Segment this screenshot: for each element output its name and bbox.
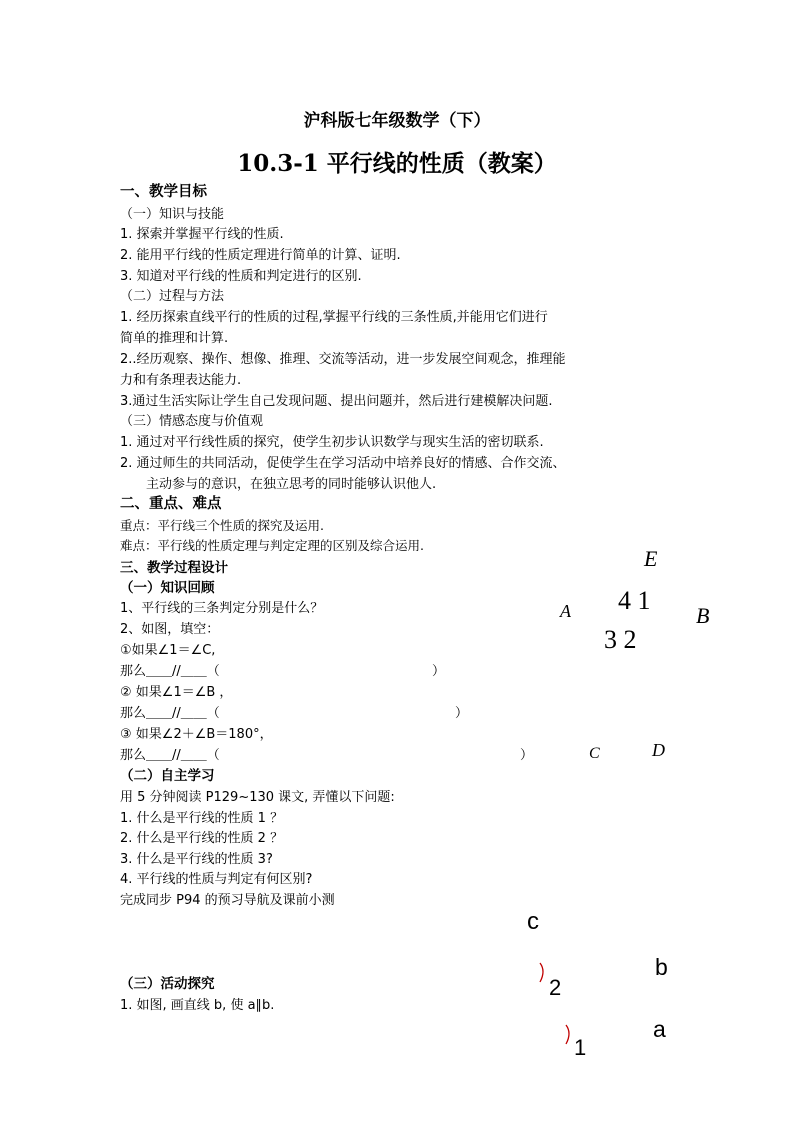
answer-blank-1-close: ） bbox=[432, 664, 446, 679]
answer-blank-2-close: ） bbox=[455, 706, 469, 721]
figure1-label-d: D bbox=[652, 740, 665, 760]
subsection-review-heading: （一）知识回顾 bbox=[120, 580, 215, 596]
emotion-item-2-line-2: 主动参与的意识，在独立思考的同时能够认识他人. bbox=[146, 477, 437, 492]
knowledge-item-3: 3. 知道对平行线的性质和判定进行的区别. bbox=[120, 269, 362, 284]
figure2-angle-2: 2 bbox=[549, 975, 562, 1000]
process-item-3: 3.通过生活实际让学生自己发现问题、提出问题并，然后进行建模解决问题. bbox=[120, 394, 553, 409]
subsection-emotion-heading: （三）情感态度与价值观 bbox=[120, 414, 264, 429]
activity-task-1: 1. 如图, 画直线 b, 使 a∥b. bbox=[120, 998, 275, 1013]
subsection-activity-heading: （三）活动探究 bbox=[120, 976, 215, 992]
section-objectives-heading: 一、教学目标 bbox=[120, 183, 207, 200]
answer-blank-3-close: ） bbox=[520, 748, 534, 763]
knowledge-item-1: 1. 探索并掌握平行线的性质. bbox=[120, 227, 284, 242]
figure1-label-c: C bbox=[589, 745, 600, 762]
section-key-points-heading: 二、重点、难点 bbox=[120, 495, 222, 512]
self-study-intro: 用 5 分钟阅读 P129~130 课文, 弄懂以下问题: bbox=[120, 790, 395, 805]
process-item-2-line-1: 2..经历观察、操作、想像、推理、交流等活动，进一步发展空间观念，推理能 bbox=[120, 352, 566, 367]
condition-2: ② 如果∠1＝∠B ， bbox=[120, 685, 233, 700]
subsection-knowledge-heading: （一）知识与技能 bbox=[120, 207, 225, 222]
condition-3: ③ 如果∠2＋∠B＝180°， bbox=[120, 727, 273, 742]
figure2-label-b: b bbox=[655, 954, 668, 980]
key-point: 重点：平行线三个性质的探究及运用. bbox=[120, 518, 324, 533]
figure2-angle-2-arc bbox=[536, 960, 552, 986]
figure2-label-c: c bbox=[527, 908, 539, 935]
condition-1: ①如果∠1＝∠C, bbox=[120, 643, 216, 658]
answer-blank-3: 那么＿＿//＿＿（ bbox=[120, 748, 220, 763]
review-question-1: 1、平行线的三条判定分别是什么？ bbox=[120, 601, 324, 616]
figure2-angle-1: 1 bbox=[574, 1035, 587, 1060]
self-study-question-4: 4. 平行线的性质与判定有何区别? bbox=[120, 872, 313, 887]
self-study-question-1: 1. 什么是平行线的性质 1 ？ bbox=[120, 811, 284, 826]
answer-blank-1: 那么＿＿//＿＿（ bbox=[120, 664, 220, 679]
process-item-1-line-2: 简单的推理和计算. bbox=[120, 331, 229, 346]
self-study-question-3: 3. 什么是平行线的性质 3? bbox=[120, 852, 273, 867]
self-study-task: 完成同步 P94 的预习导航及课前小测 bbox=[120, 893, 335, 908]
document-subtitle: 沪科版七年级数学（下） bbox=[303, 111, 491, 131]
subsection-self-study-heading: （二）自主学习 bbox=[120, 768, 215, 784]
figure1-angles-4-1: 4 1 bbox=[618, 586, 651, 615]
answer-blank-2: 那么＿＿//＿＿（ bbox=[120, 706, 220, 721]
figure2-label-a: a bbox=[653, 1016, 666, 1042]
emotion-item-1: 1. 通过对平行线性质的探究，使学生初步认识数学与现实生活的密切联系. bbox=[120, 435, 544, 450]
figure1-label-e: E bbox=[644, 546, 658, 571]
process-item-1-line-1: 1. 经历探索直线平行的性质的过程,掌握平行线的三条性质,并能用它们进行 bbox=[120, 310, 548, 325]
figure1-angles-3-2: 3 2 bbox=[604, 625, 637, 654]
figure2-angle-1-arc bbox=[562, 1022, 578, 1048]
self-study-question-2: 2. 什么是平行线的性质 2 ？ bbox=[120, 831, 284, 846]
review-question-2: 2、如图，填空： bbox=[120, 622, 220, 637]
subsection-process-heading: （二）过程与方法 bbox=[120, 289, 225, 304]
document-title: 10.3-1 平行线的性质（教案） bbox=[237, 150, 557, 177]
emotion-item-2-line-1: 2. 通过师生的共同活动，促使学生在学习活动中培养良好的情感、合作交流、 bbox=[120, 456, 566, 471]
figure1-label-b: B bbox=[696, 603, 710, 628]
figure1-label-a: A bbox=[560, 601, 571, 621]
process-item-2-line-2: 力和有条理表达能力. bbox=[120, 373, 242, 388]
knowledge-item-2: 2. 能用平行线的性质定理进行简单的计算、证明. bbox=[120, 248, 401, 263]
section-process-design-heading: 三、教学过程设计 bbox=[120, 560, 228, 576]
difficult-point: 难点：平行线的性质定理与判定定理的区别及综合运用. bbox=[120, 538, 424, 553]
